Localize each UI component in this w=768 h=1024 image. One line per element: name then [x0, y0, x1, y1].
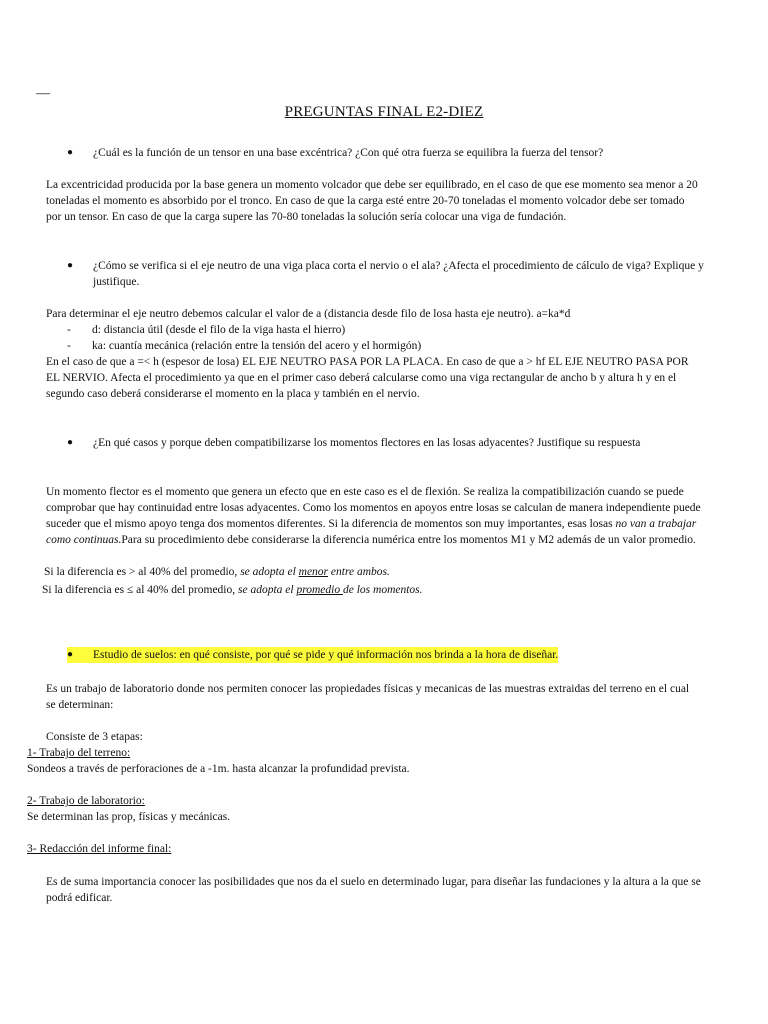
bullet-icon: ●	[67, 147, 74, 158]
question-3-text: ¿En qué casos y porque deben compatibilizarse los momentos flectores en las losas adyacentes? Justifique su respuesta	[93, 437, 641, 449]
bullet-icon: ●	[67, 647, 93, 663]
answer-3-part-b: Para su procedimiento debe considerarse la diferencia numérica entre los momentos M1 y M2 además de un valor promedio.	[121, 534, 696, 546]
rule-2-italic-end: de los momentos.	[342, 584, 423, 596]
stage-2-title: 2- Trabajo de laboratorio:	[27, 795, 145, 807]
question-3	[67, 435, 707, 451]
answer-1: La excentricidad producida por la base genera un momento volcador que debe ser equilibrado, en el caso de que ese momento sea menor a 20 toneladas el momento es absorbido por el tronco. En caso de que la carga esté entre 20-70 toneladas el momento volcador debe ser tomado por un tensor. En caso de que la carga supere las 70-80 toneladas la solución sería colocar una viga de fundación.	[46, 179, 698, 223]
question-1	[67, 145, 707, 161]
dash-mark: -	[67, 324, 71, 336]
rule-1-italic-end: entre ambos.	[328, 566, 390, 578]
rule-2-underlined: promedio	[296, 584, 343, 596]
question-2-text: ¿Cómo se verifica si el eje neutro de una viga placa corta el nervio o el ala? ¿Afecta el procedimiento de cálculo de viga? Explique y justifique.	[93, 260, 704, 288]
bullet-icon: ●	[67, 437, 74, 448]
question-2	[67, 258, 707, 290]
conclusion: Es de suma importancia conocer las posibilidades que nos da el suelo en determinado lugar, para diseñar las fundaciones y la altura a la que se podrá edificar.	[46, 876, 701, 904]
answer-3	[46, 484, 701, 548]
question-4-text: Estudio de suelos: en qué consiste, por qué se pide y qué información nos brinda a la hora de diseñar.	[93, 649, 559, 661]
answer-2-intro: Para determinar el eje neutro debemos calcular el valor de a (distancia desde filo de losa hasta eje neutro). a=ka*d	[46, 308, 571, 320]
stage-3-title: 3- Redacción del informe final:	[27, 843, 172, 855]
answer-2: En el caso de que a =< h (espesor de losa) EL EJE NEUTRO PASA POR LA PLACA. En caso de que a > hf EL EJE NEUTRO PASA POR EL NERVIO. Afecta el procedimiento ya que en el primer caso deberá calcularse como una viga rectangular de ancho b y altura h y en el segundo caso deberá considerarse el momento en la placa y también en el nervio.	[46, 356, 689, 400]
bullet-icon: ●	[67, 260, 74, 271]
page-title: PREGUNTAS FINAL E2-DIEZ	[284, 104, 484, 120]
list-item	[67, 322, 687, 338]
rule-2-text: Si la diferencia es ≤ al 40% del promedio,	[42, 584, 238, 596]
stage-1-title: 1- Trabajo del terreno:	[27, 747, 131, 759]
list-item-text: d: distancia útil (desde el filo de la viga hasta el hierro)	[92, 324, 346, 336]
stage-2-body: Se determinan las prop, físicas y mecánicas.	[27, 811, 231, 823]
rule-2-italic: se adopta el	[238, 584, 297, 596]
list-item	[67, 338, 687, 354]
answer-3-italic: no van a trabajar como continuas.	[46, 518, 697, 546]
rule-1-underlined: menor	[298, 566, 329, 578]
answer-2-list	[67, 322, 687, 354]
question-1-text: ¿Cuál es la función de un tensor en una base excéntrica? ¿Con qué otra fuerza se equilibra la fuerza del tensor?	[93, 147, 604, 159]
corner-mark: —	[36, 86, 50, 101]
answer-3-part-a: Un momento flector es el momento que genera un efecto que en este caso es el de flexión. Se realiza la compatibilización cuando se puede comprobar que hay continuidad entre losas adyacentes. Como los momentos en apoyos entre losas se calculan de manera independiente puede suceder que el mismo apoyo tenga dos momentos diferentes. Si la diferencia de momentos son muy importantes, esas losas	[46, 486, 701, 530]
question-4	[67, 647, 558, 663]
stages-intro: Consiste de 3 etapas:	[46, 731, 143, 743]
rule-1-text: Si la diferencia es > al 40% del promedio,	[44, 566, 241, 578]
answer-4: Es un trabajo de laboratorio donde nos permiten conocer las propiedades físicas y mecanicas de las muestras extraidas del terreno en el cual se determinan:	[46, 683, 690, 711]
rule-2	[42, 582, 697, 598]
rule-1	[44, 564, 699, 580]
rule-1-italic: se adopta el	[240, 566, 299, 578]
stage-1-body: Sondeos a través de perforaciones de a -1m. hasta alcanzar la profundidad prevista.	[27, 763, 410, 775]
list-item-text: ka: cuantía mecánica (relación entre la tensión del acero y el hormigón)	[92, 340, 422, 352]
dash-mark: -	[67, 340, 71, 352]
